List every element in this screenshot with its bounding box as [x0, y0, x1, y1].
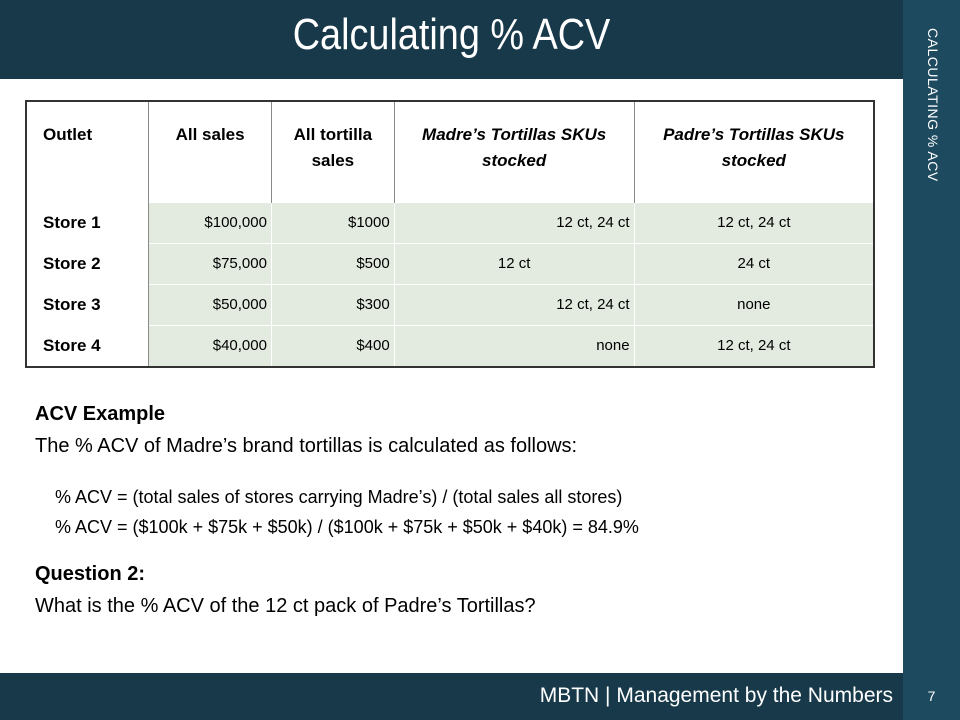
- header-madres-skus: Madre’s Tortillas SKUs stocked: [394, 101, 634, 202]
- outlet-cell: Store 4: [26, 325, 149, 367]
- all-sales-cell: $40,000: [149, 325, 272, 367]
- all-sales-cell: $100,000: [149, 202, 272, 243]
- acv-example-text: The % ACV of Madre’s brand tortillas is calculated as follows:: [35, 435, 578, 457]
- tortilla-sales-cell: $300: [271, 284, 394, 325]
- slide-title: Calculating % ACV: [292, 10, 611, 59]
- padres-skus-cell: 12 ct, 24 ct: [634, 325, 874, 367]
- outlet-cell: Store 3: [26, 284, 149, 325]
- madres-skus-cell: 12 ct: [394, 243, 634, 284]
- acv-table: [25, 100, 875, 368]
- page-number: 7: [927, 688, 936, 704]
- question-text: What is the % ACV of the 12 ct pack of Padre’s Tortillas?: [35, 595, 536, 617]
- question-heading: Question 2:: [35, 563, 146, 585]
- all-sales-cell: $75,000: [149, 243, 272, 284]
- header-outlet: Outlet: [26, 101, 149, 202]
- header-all-tortilla-sales: All tortilla sales: [271, 101, 394, 202]
- header-all-sales: All sales: [149, 101, 272, 202]
- header-padres-skus: Padre’s Tortillas SKUs stocked: [634, 101, 874, 202]
- side-bar: [903, 0, 960, 720]
- side-label-container: [903, 0, 960, 240]
- table-row: [26, 243, 874, 284]
- table-row: [26, 202, 874, 243]
- outlet-cell: Store 1: [26, 202, 149, 243]
- table-row: [26, 284, 874, 325]
- footer-text: MBTN | Management by the Numbers: [539, 684, 893, 707]
- side-label: CALCULATING % ACV: [925, 28, 941, 182]
- acv-example-heading: ACV Example: [35, 403, 166, 425]
- madres-skus-cell: none: [394, 325, 634, 367]
- table-row: [26, 325, 874, 367]
- madres-skus-cell: 12 ct, 24 ct: [394, 284, 634, 325]
- tortilla-sales-cell: $1000: [271, 202, 394, 243]
- padres-skus-cell: 12 ct, 24 ct: [634, 202, 874, 243]
- acv-formula-general: % ACV = (total sales of stores carrying Madre’s) / (total sales all stores): [55, 487, 623, 507]
- tortilla-sales-cell: $500: [271, 243, 394, 284]
- madres-skus-cell: 12 ct, 24 ct: [394, 202, 634, 243]
- outlet-cell: Store 2: [26, 243, 149, 284]
- all-sales-cell: $50,000: [149, 284, 272, 325]
- footer-bar: [0, 673, 903, 720]
- acv-formula-calculation: % ACV = ($100k + $75k + $50k) / ($100k + $75k + $50k + $40k) = 84.9%: [55, 517, 639, 537]
- tortilla-sales-cell: $400: [271, 325, 394, 367]
- table-header-row: [26, 101, 874, 202]
- padres-skus-cell: none: [634, 284, 874, 325]
- padres-skus-cell: 24 ct: [634, 243, 874, 284]
- title-bar: [0, 0, 903, 79]
